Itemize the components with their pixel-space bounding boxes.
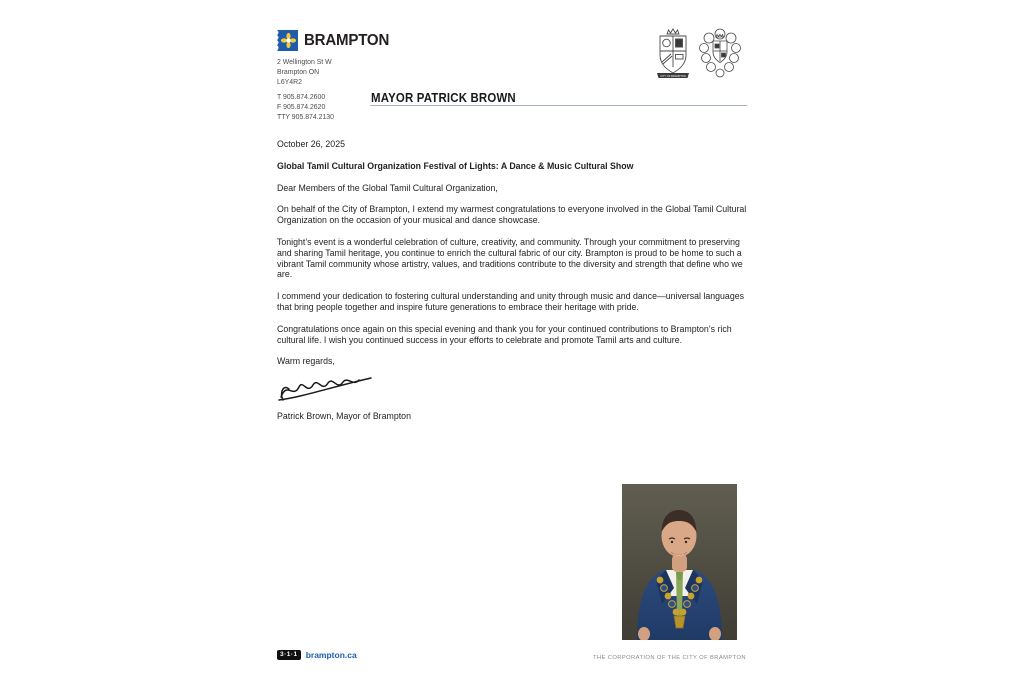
letter-paragraph: Tonight’s event is a wonderful celebration of culture, creativity, and community. Through your commitment to preserving and sharing Tamil heritage, you continue to enrich the cultural fabric of our city. Brampton is proud to be home to such a vibrant Tamil community whose artistry, values, and traditions contribute to the diversity and strength that define who we are. — [277, 236, 743, 280]
letter-body — [277, 139, 749, 422]
corporation-caption: THE CORPORATION OF THE CITY OF BRAMPTON — [592, 655, 746, 661]
brampton-website-link[interactable]: brampton.ca — [305, 650, 357, 660]
letter-signatory: Patrick Brown, Mayor of Brampton — [277, 411, 411, 422]
brampton-flower-flag-icon — [277, 30, 298, 51]
brampton-wordmark: BRAMPTON — [304, 32, 390, 49]
letter-subject: Global Tamil Cultural Organization Festival of Lights: A Dance & Music Cultural Show — [277, 160, 634, 171]
phone-line: F 905.874.2620 — [277, 104, 326, 111]
address-line: L6Y4R2 — [277, 79, 302, 86]
coat-of-arms-crest-icon — [698, 27, 742, 82]
office-title: MAYOR PATRICK BROWN — [371, 90, 516, 105]
letter-date: October 26, 2025 — [277, 139, 345, 149]
address-line: 2 Wellington St W — [277, 59, 332, 66]
letter-closing: Warm regards, — [277, 356, 335, 367]
signature-scrawl-icon — [277, 372, 377, 404]
phone-line: T 905.874.2600 — [277, 94, 326, 101]
signature — [277, 372, 749, 406]
letterhead-address — [277, 58, 332, 88]
phone-line: TTY 905.874.2130 — [277, 114, 334, 121]
footer-brand — [277, 650, 357, 660]
letter-paragraph: On behalf of the City of Brampton, I extend my warmest congratulations to everyone involved in the Global Tamil Cultural Organization on the occasion of your musical and dance showcase. — [277, 204, 747, 226]
city-of-brampton-crest-icon — [653, 27, 693, 82]
brampton-logo — [277, 30, 395, 51]
311-badge-icon: 3·1·1 — [277, 650, 301, 660]
address-line: Brampton ON — [277, 69, 320, 76]
header-rule — [370, 105, 747, 106]
mayor-portrait-photo — [622, 484, 737, 640]
letter-paragraph: I commend your dedication to fostering cultural understanding and unity through music and dance—universal languages that bring people together and inspire future generations to embrace their heritage with pride. — [277, 291, 745, 312]
crest-banner-caption: CITY OF BRAMPTON — [660, 75, 686, 78]
letter-paragraph: Congratulations once again on this special evening and thank you for your continued contributions to Brampton’s rich cultural life. I wish you continued success in your efforts to celebrate and promote Tamil arts and culture. — [277, 323, 732, 345]
letter-salutation: Dear Members of the Global Tamil Cultural Organization, — [277, 182, 498, 193]
letterhead-phones — [277, 93, 334, 123]
